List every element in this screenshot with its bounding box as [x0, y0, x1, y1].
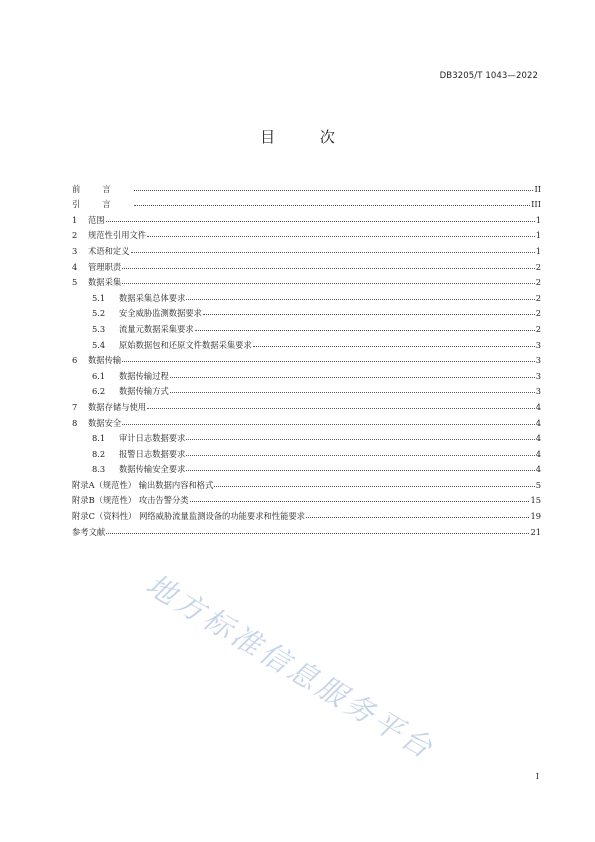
toc-leader-dots — [106, 533, 529, 534]
toc-entry[interactable] — [72, 194, 541, 210]
toc-entry-page: 5 — [535, 479, 541, 490]
toc-entry-title: 范围 — [88, 214, 105, 225]
toc-entry-page: 2 — [535, 308, 541, 319]
toc-entry-title: 前言 — [72, 183, 133, 194]
toc-entry-page: 2 — [535, 323, 541, 334]
toc-entry[interactable] — [72, 412, 541, 428]
toc-entry[interactable] — [72, 381, 541, 397]
toc-entry[interactable] — [72, 334, 541, 350]
toc-leader-dots — [131, 252, 535, 253]
toc-entry-page: 21 — [530, 526, 541, 537]
toc-entry-title: 数据采集 — [88, 277, 122, 288]
toc-entry[interactable] — [72, 443, 541, 459]
toc-entry-page: 4 — [535, 433, 541, 444]
toc-entry-number: 2 — [72, 230, 78, 241]
toc-entry-number: 5.3 — [92, 323, 106, 334]
toc-entry-page: 2 — [535, 261, 541, 272]
toc-entry-page: 15 — [530, 495, 541, 506]
table-of-contents — [72, 178, 541, 537]
toc-entry-page: 1 — [535, 245, 541, 256]
toc-leader-dots — [186, 455, 534, 456]
toc-leader-dots — [170, 392, 535, 393]
toc-entry-page: 3 — [535, 386, 541, 397]
toc-entry-title: 附录C（资料性） 网络威胁流量监测设备的功能要求和性能要求 — [72, 511, 306, 522]
toc-entry[interactable] — [72, 428, 541, 444]
toc-entry-title: 数据采集总体要求 — [119, 292, 186, 303]
toc-entry-page: 4 — [535, 448, 541, 459]
toc-entry-title: 术语和定义 — [88, 245, 130, 256]
toc-entry[interactable] — [72, 318, 541, 334]
toc-leader-dots — [122, 283, 535, 284]
toc-entry-page: II — [534, 183, 541, 194]
toc-entry-title: 数据传输过程 — [119, 370, 169, 381]
toc-entry[interactable] — [72, 490, 541, 506]
toc-entry-title: 报警日志数据要求 — [119, 448, 186, 459]
toc-leader-dots — [186, 299, 534, 300]
toc-entry-number: 6.2 — [92, 386, 106, 397]
toc-leader-dots — [147, 408, 535, 409]
toc-entry-title: 附录B（规范性） 攻击告警分类 — [72, 495, 189, 506]
toc-entry-title: 审计日志数据要求 — [119, 433, 186, 444]
toc-entry-title: 流量元数据采集要求 — [119, 323, 194, 334]
toc-entry-number: 5 — [72, 277, 78, 288]
toc-entry[interactable] — [72, 474, 541, 490]
toc-entry[interactable] — [72, 225, 541, 241]
toc-entry-title: 数据传输安全要求 — [119, 464, 186, 475]
toc-leader-dots — [106, 221, 535, 222]
toc-leader-dots — [306, 517, 529, 518]
toc-leader-dots — [122, 268, 535, 269]
toc-leader-dots — [214, 486, 534, 487]
toc-leader-dots — [195, 330, 535, 331]
toc-entry-number: 5.1 — [92, 292, 106, 303]
toc-entry-number: 6.1 — [92, 370, 106, 381]
toc-entry[interactable] — [72, 256, 541, 272]
toc-entry[interactable] — [72, 272, 541, 288]
toc-entry-page: 3 — [535, 355, 541, 366]
toc-leader-dots — [186, 470, 534, 471]
toc-entry-title: 参考文献 — [72, 526, 106, 537]
toc-entry-page: 3 — [535, 339, 541, 350]
toc-entry-title: 数据传输 — [88, 355, 122, 366]
toc-entry[interactable] — [72, 459, 541, 475]
toc-entry-page: 4 — [535, 464, 541, 475]
toc-entry-title: 安全威胁监测数据要求 — [119, 308, 202, 319]
toc-leader-dots — [147, 236, 535, 237]
toc-entry[interactable] — [72, 350, 541, 366]
toc-entry-title: 附录A（规范性） 输出数据内容和格式 — [72, 479, 214, 490]
toc-leader-dots — [203, 314, 535, 315]
toc-entry[interactable] — [72, 521, 541, 537]
toc-leader-dots — [122, 361, 535, 362]
page-number: I — [535, 772, 539, 781]
toc-entry[interactable] — [72, 178, 541, 194]
page-title: 目 次 — [260, 128, 355, 146]
toc-entry[interactable] — [72, 365, 541, 381]
toc-entry-page: 4 — [535, 401, 541, 412]
toc-entry-title: 管理职责 — [88, 261, 122, 272]
toc-entry-number: 4 — [72, 261, 78, 272]
document-code: DB3205/T 1043—2022 — [439, 71, 538, 81]
toc-entry-page: 2 — [535, 292, 541, 303]
toc-entry-title: 规范性引用文件 — [88, 230, 147, 241]
toc-entry[interactable] — [72, 396, 541, 412]
toc-entry[interactable] — [72, 303, 541, 319]
toc-entry-number: 8 — [72, 417, 78, 428]
toc-entry-number: 1 — [72, 214, 78, 225]
toc-leader-dots — [186, 439, 534, 440]
toc-entry-page: 4 — [535, 417, 541, 428]
toc-entry-page: 1 — [535, 230, 541, 241]
toc-entry-title: 原始数据包和还原文件数据采集要求 — [119, 339, 252, 350]
toc-leader-dots — [122, 424, 535, 425]
toc-entry-number: 5.2 — [92, 308, 106, 319]
toc-leader-dots — [170, 377, 535, 378]
toc-entry[interactable] — [72, 209, 541, 225]
toc-entry-title: 数据存储与使用 — [88, 401, 147, 412]
toc-entry-number: 8.2 — [92, 448, 106, 459]
toc-entry[interactable] — [72, 287, 541, 303]
toc-entry-title: 引言 — [72, 199, 133, 210]
toc-entry-title: 数据安全 — [88, 417, 122, 428]
toc-entry-page: III — [531, 199, 541, 210]
toc-entry-number: 6 — [72, 355, 78, 366]
toc-leader-dots — [253, 346, 535, 347]
toc-entry-page: 1 — [535, 214, 541, 225]
toc-leader-dots — [134, 190, 534, 191]
toc-entry-number: 8.1 — [92, 433, 106, 444]
toc-leader-dots — [134, 205, 531, 206]
toc-leader-dots — [190, 501, 530, 502]
toc-entry-number: 7 — [72, 401, 78, 412]
toc-entry-number: 8.3 — [92, 464, 106, 475]
toc-entry-page: 19 — [530, 511, 541, 522]
toc-entry[interactable] — [72, 505, 541, 521]
toc-entry-page: 3 — [535, 370, 541, 381]
toc-entry-page: 2 — [535, 277, 541, 288]
toc-entry-number: 5.4 — [92, 339, 106, 350]
toc-entry[interactable] — [72, 240, 541, 256]
toc-entry-title: 数据传输方式 — [119, 386, 169, 397]
toc-entry-number: 3 — [72, 245, 78, 256]
watermark: 地方标准信息服务平台 — [140, 567, 441, 767]
